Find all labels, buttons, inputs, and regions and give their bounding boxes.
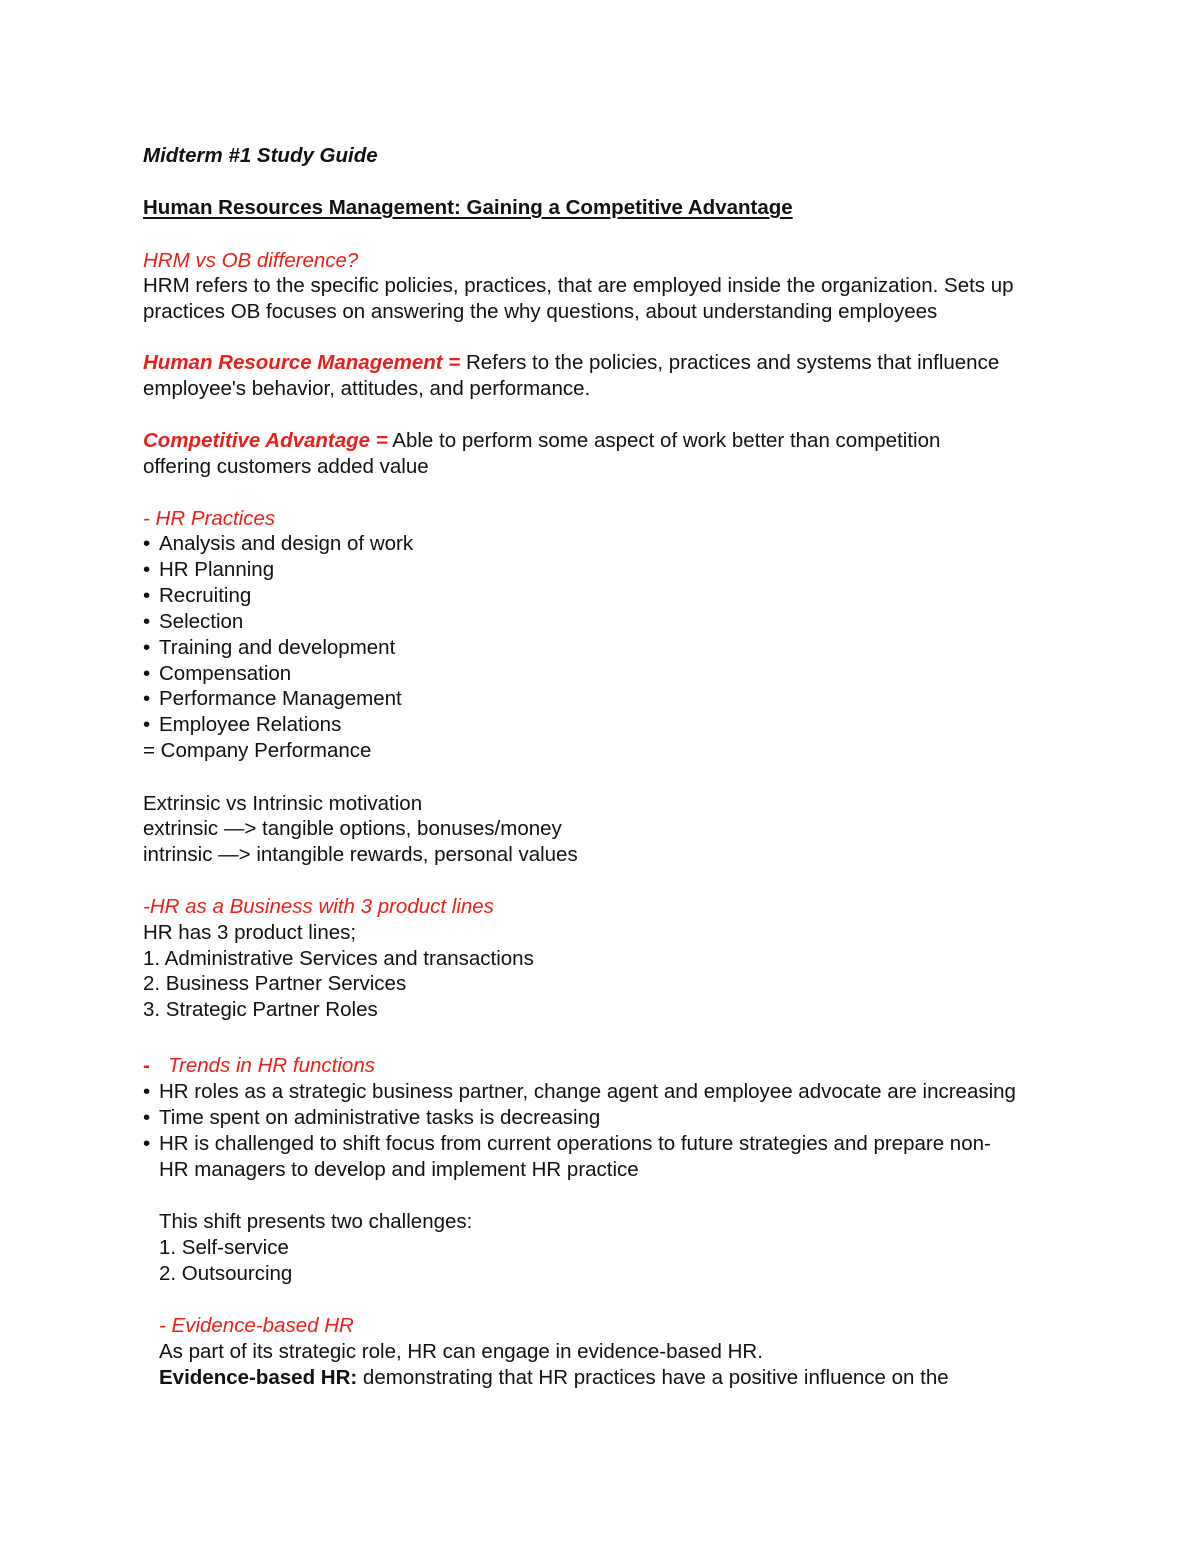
bullet-icon: • xyxy=(143,1132,151,1155)
list-item: • Employee Relations xyxy=(143,713,342,736)
bullet-icon: • xyxy=(143,1106,151,1129)
evidence-text: demonstrating that HR practices have a positive influence on the xyxy=(357,1366,949,1389)
motivation-line-2: extrinsic —> tangible options, bonuses/money xyxy=(143,817,562,840)
hrm-ob-text-line-1: HRM refers to the specific policies, practices, that are employed inside the organization. Sets up xyxy=(143,274,1014,297)
bullet-icon: • xyxy=(143,636,151,659)
competitive-advantage-term: Competitive Advantage = xyxy=(143,429,388,452)
list-item: 3. Strategic Partner Roles xyxy=(143,998,378,1021)
hrm-definition-line-2: employee's behavior, attitudes, and performance. xyxy=(143,377,591,400)
bullet-icon: • xyxy=(143,687,151,710)
list-item: • HR Planning xyxy=(143,558,275,581)
list-item-continuation: HR managers to develop and implement HR practice xyxy=(159,1158,639,1181)
motivation-line-3: intrinsic —> intangible rewards, personal values xyxy=(143,843,578,866)
list-item: 1. Administrative Services and transactions xyxy=(143,947,534,970)
hrm-ob-text-line-2: practices OB focuses on answering the why questions, about understanding employees xyxy=(143,300,938,323)
list-item: • Selection xyxy=(143,610,244,633)
trends-heading: - Trends in HR functions xyxy=(143,1054,375,1077)
list-item: • Compensation xyxy=(143,662,292,685)
list-item: 2. Outsourcing xyxy=(159,1262,293,1285)
list-item: 2. Business Partner Services xyxy=(143,972,407,995)
bullet-icon: • xyxy=(143,584,151,607)
competitive-advantage-text: Able to perform some aspect of work better than competition xyxy=(387,429,941,452)
bullet-icon: • xyxy=(143,713,151,736)
evidence-heading: - Evidence-based HR xyxy=(159,1314,354,1337)
list-item: • HR is challenged to shift focus from current operations to future strategies and prepare non- xyxy=(143,1132,991,1155)
list-item: • Time spent on administrative tasks is decreasing xyxy=(143,1106,601,1129)
competitive-advantage-line-2: offering customers added value xyxy=(143,455,429,478)
dash-marker: - xyxy=(143,1054,150,1077)
bullet-icon: • xyxy=(143,1080,151,1103)
competitive-advantage-line-1 xyxy=(143,428,940,454)
hr-practices-result: = Company Performance xyxy=(143,739,372,762)
evidence-line-1: As part of its strategic role, HR can engage in evidence-based HR. xyxy=(159,1340,763,1363)
product-lines-intro: HR has 3 product lines; xyxy=(143,921,357,944)
evidence-term: Evidence-based HR: xyxy=(159,1366,358,1389)
list-item: • Performance Management xyxy=(143,687,402,710)
hrm-definition-text: Refers to the policies, practices and systems that influence xyxy=(460,351,1000,374)
list-item: • Analysis and design of work xyxy=(143,532,414,555)
motivation-line-1: Extrinsic vs Intrinsic motivation xyxy=(143,792,423,815)
product-lines-heading: -HR as a Business with 3 product lines xyxy=(143,895,494,918)
hrm-ob-question: HRM vs OB difference? xyxy=(143,249,359,272)
bullet-icon: • xyxy=(143,662,151,685)
challenges-intro: This shift presents two challenges: xyxy=(159,1210,473,1233)
hrm-definition-line-1 xyxy=(143,350,999,376)
list-item: • HR roles as a strategic business partner, change agent and employee advocate are increasing xyxy=(143,1080,1016,1103)
section-heading: Human Resources Management: Gaining a Competitive Advantage xyxy=(143,196,793,219)
document-title: Midterm #1 Study Guide xyxy=(143,144,378,167)
hrm-definition-term: Human Resource Management = xyxy=(143,351,461,374)
hr-practices-heading: - HR Practices xyxy=(143,507,276,530)
list-item: • Recruiting xyxy=(143,584,252,607)
bullet-icon: • xyxy=(143,532,151,555)
list-item: • Training and development xyxy=(143,636,396,659)
bullet-icon: • xyxy=(143,558,151,581)
evidence-line-2 xyxy=(159,1365,949,1391)
list-item: 1. Self-service xyxy=(159,1236,289,1259)
bullet-icon: • xyxy=(143,610,151,633)
